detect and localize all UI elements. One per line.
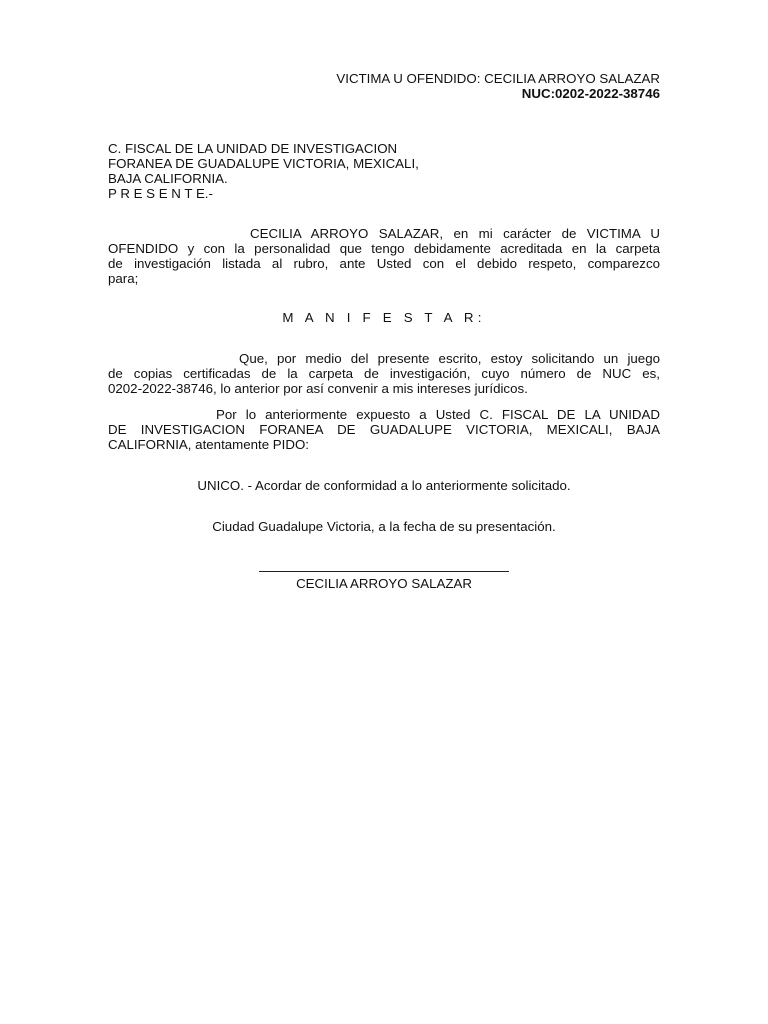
intro-line-3: de investigación listada al rubro, ante Usted con el debido respeto, comparezco <box>108 256 660 271</box>
request-paragraph <box>108 351 660 396</box>
signature-line <box>259 571 509 572</box>
addressee-line-1: C. FISCAL DE LA UNIDAD DE INVESTIGACION <box>108 141 398 156</box>
intro-line-2: OFENDIDO y con la personalidad que tengo debidamente acreditada en la carpeta <box>108 241 660 256</box>
addressee-line-4: P R E S E N T E.- <box>108 186 213 201</box>
addressee-line-2: FORANEA DE GUADALUPE VICTORIA, MEXICALI, <box>108 156 419 171</box>
petition-line-2: DE INVESTIGACION FORANEA DE GUADALUPE VICTORIA, MEXICALI, BAJA <box>108 422 660 437</box>
request-line-2: de copias certificadas de la carpeta de investigación, cuyo número de NUC es, <box>108 366 660 381</box>
intro-line-1: CECILIA ARROYO SALAZAR, en mi carácter de VICTIMA U <box>250 226 660 241</box>
petition-line-1: Por lo anteriormente expuesto a Usted C. FISCAL DE LA UNIDAD <box>216 407 660 422</box>
petition-line-3: CALIFORNIA, atentamente PIDO: <box>108 437 310 452</box>
request-line-1: Que, por medio del presente escrito, estoy solicitando un juego <box>239 351 660 366</box>
addressee-line-3: BAJA CALIFORNIA. <box>108 171 228 186</box>
place-date-line: Ciudad Guadalupe Victoria, a la fecha de su presentación. <box>212 519 556 534</box>
addressee-block <box>108 141 419 201</box>
unico-clause: UNICO. - Acordar de conformidad a lo anteriormente solicitado. <box>197 478 571 493</box>
signature-name: CECILIA ARROYO SALAZAR <box>296 576 472 591</box>
intro-paragraph <box>108 226 660 286</box>
case-header <box>336 71 660 101</box>
section-heading: M A N I F E S T A R: <box>282 310 486 325</box>
intro-line-4: para; <box>108 271 139 286</box>
petition-paragraph <box>108 407 660 452</box>
nuc-number: NUC:0202-2022-38746 <box>521 86 660 101</box>
victim-line: VICTIMA U OFENDIDO: CECILIA ARROYO SALAZAR <box>336 71 660 86</box>
request-line-3: 0202-2022-38746, lo anterior por así convenir a mis intereses jurídicos. <box>108 381 528 396</box>
